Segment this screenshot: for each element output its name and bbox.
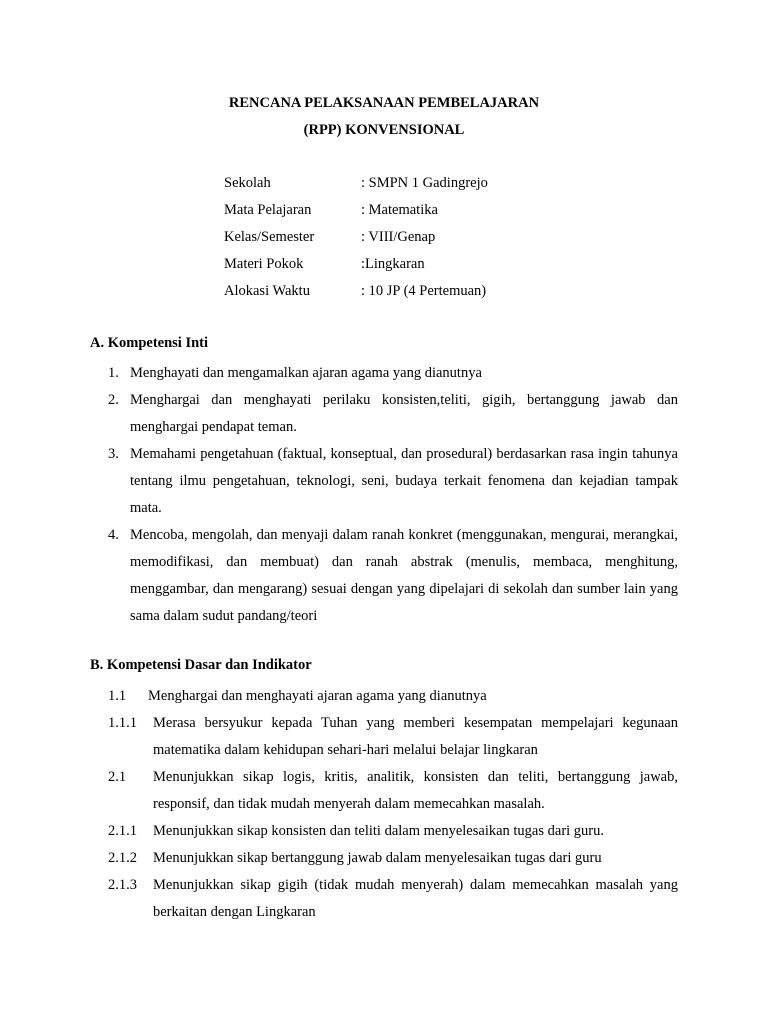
list-item-number: 1.1.1 (108, 715, 137, 731)
list-item-text: Menunjukkan sikap bertanggung jawab dalam menyelesaikan tugas dari guru (153, 850, 602, 866)
list-item (108, 360, 678, 387)
list-item-number: 2.1 (108, 769, 127, 785)
list-item (108, 710, 678, 764)
info-label: Kelas/Semester (224, 229, 315, 245)
info-value: : Matematika (361, 202, 438, 218)
info-value: :Lingkaran (361, 256, 425, 272)
kompetensi-dasar-list (108, 683, 678, 926)
list-item-text: Menghargai dan menghayati ajaran agama yang dianutnya (148, 688, 487, 704)
list-item-number: 2. (108, 392, 119, 408)
list-item-text: Menunjukkan sikap konsisten dan teliti dalam menyelesaikan tugas dari guru. (153, 823, 605, 839)
list-item (108, 522, 678, 630)
list-item-number: 2.1.2 (108, 850, 137, 866)
list-item-number: 1.1 (108, 688, 127, 704)
info-label: Materi Pokok (224, 256, 304, 272)
info-value: : SMPN 1 Gadingrejo (361, 175, 488, 191)
list-item-number: 2.1.3 (108, 877, 137, 893)
kompetensi-inti-list (108, 360, 678, 630)
list-item (108, 683, 678, 710)
info-value: : VIII/Genap (361, 229, 436, 245)
section-heading-kompetensi-inti: A. Kompetensi Inti (90, 335, 209, 351)
list-item-number: 2.1.1 (108, 823, 137, 839)
info-row-alokasi-waktu (224, 282, 488, 309)
list-item-number: 4. (108, 527, 119, 543)
list-item (108, 764, 678, 818)
list-item-text: Merasa bersyukur kepada Tuhan yang memberi kesempatan mempelajari kegunaan matematika dalam kehidupan sehari-hari melalui belajar lingkaran (153, 715, 678, 758)
list-item (108, 818, 678, 845)
info-label: Alokasi Waktu (224, 283, 310, 299)
list-item (108, 872, 678, 926)
list-item-text: Mencoba, mengolah, dan menyaji dalam ranah konkret (menggunakan, mengurai, merangkai, memodifikasi, dan membuat) dan ranah abstrak (menulis, membaca, menghitung, menggambar, dan mengarang) sesuai dengan yang dipelajari di sekolah dan sumber lain yang sama dalam sudut pandang/teori (130, 527, 678, 624)
info-value: : 10 JP (4 Pertemuan) (361, 283, 487, 299)
document-subtitle: (RPP) KONVENSIONAL (303, 122, 465, 138)
section-heading-kompetensi-dasar: B. Kompetensi Dasar dan Indikator (90, 657, 312, 673)
info-label: Sekolah (224, 175, 271, 191)
list-item (108, 441, 678, 522)
info-row-kelas-semester (224, 228, 488, 255)
list-item-text: Menunjukkan sikap logis, kritis, analitik, konsisten dan teliti, bertanggung jawab, responsif, dan tidak mudah menyerah dalam memecahkan masalah. (153, 769, 678, 812)
list-item-text: Memahami pengetahuan (faktual, konseptual, dan prosedural) berdasarkan rasa ingin tahunya tentang ilmu pengetahuan, teknologi, seni, budaya terkait fenomena dan kejadian tampak mata. (130, 446, 678, 516)
info-row-mata-pelajaran (224, 201, 488, 228)
info-row-sekolah (224, 174, 488, 201)
document-title: RENCANA PELAKSANAAN PEMBELAJARAN (228, 95, 540, 111)
info-row-materi-pokok (224, 255, 488, 282)
list-item (108, 387, 678, 441)
info-label: Mata Pelajaran (224, 202, 312, 218)
info-table (224, 174, 488, 309)
list-item-text: Menunjukkan sikap gigih (tidak mudah menyerah) dalam memecahkan masalah yang berkaitan dengan Lingkaran (153, 877, 678, 920)
list-item-number: 3. (108, 446, 119, 462)
list-item (108, 845, 678, 872)
list-item-text: Menghayati dan mengamalkan ajaran agama yang dianutnya (130, 365, 482, 381)
list-item-number: 1. (108, 365, 119, 381)
list-item-text: Menghargai dan menghayati perilaku konsisten,teliti, gigih, bertanggung jawab dan menghargai pendapat teman. (130, 392, 678, 435)
